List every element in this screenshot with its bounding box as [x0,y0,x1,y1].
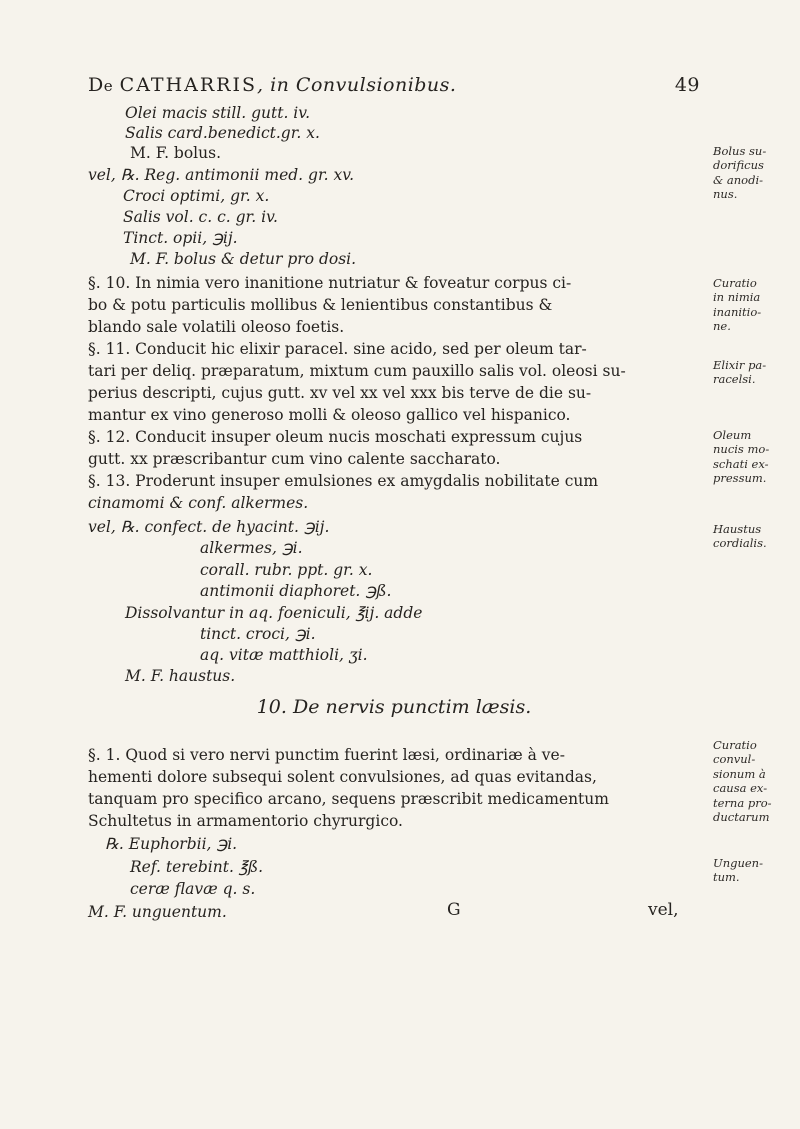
text-line: M. F. haustus. [125,667,236,685]
text-line: Olei macis still. gutt. iv. [125,104,311,122]
text-line: tanquam pro specifico arcano, sequens præscribit medicamentum [88,790,609,808]
text-line: §. 10. In nimia vero inanitione nutriatur & foveatur corpus ci- [88,274,572,292]
text-line: perius descripti, cujus gutt. xv vel xx vel xxx bis terve de die su- [88,384,592,402]
text-line: Salis card.benedict.gr. x. [125,124,320,142]
text-line: M. F. unguentum. [88,903,227,921]
text-line: §. 12. Conducit insuper oleum nucis moschati expressum cujus [88,428,583,446]
text-line: M. F. bolus. [130,144,221,162]
margin-note-oleum: Oleum nucis mo- schati ex- pressum. [713,428,770,486]
margin-note-elixir: Elixir pa- racelsi. [713,358,767,387]
page-number: 49 [674,74,700,96]
margin-note-bolus: Bolus su- dorificus & anodi- nus. [713,144,767,202]
text-line: vel, ℞. Reg. antimonii med. gr. xv. [88,166,355,184]
text-line: blando sale volatili oleoso foetis. [88,318,345,336]
running-head [88,74,700,98]
text-line: aq. vitæ matthioli, ʒi. [200,646,368,664]
title-caps: CATHARRIS [119,74,257,96]
text-line: mantur ex vino generoso molli & oleoso gallico vel hispanico. [88,406,571,424]
text-line: tinct. croci, ℈i. [200,625,316,643]
text-line: §. 1. Quod si vero nervi punctim fuerint læsi, ordinariæ à ve- [88,746,565,764]
section-title: 10. De nervis punctim læsis. [256,696,532,718]
text-line: gutt. xx præscribantur cum vino calente saccharato. [88,450,501,468]
text-line: Dissolvantur in aq. foeniculi, ℥ij. adde [125,604,423,622]
text-line: ceræ flavæ q. s. [130,880,256,898]
text-line: Ref. terebint. ℥ß. [130,858,264,876]
text-line: Croci optimi, gr. x. [123,187,270,205]
text-line: alkermes, ℈i. [200,539,303,557]
text-line: corall. rubr. ppt. gr. x. [200,561,373,579]
text-line: Tinct. opii, ℈ij. [123,229,238,247]
text-line: bo & potu particulis mollibus & lenientibus constantibus & [88,296,553,314]
margin-note-unguentum: Unguen- tum. [713,856,763,885]
margin-note-curatio-convul: Curatio convul- sionum à causa ex- terna pro- ductarum [713,738,772,824]
title-prefix-d: D [88,74,104,96]
text-line: tari per deliq. præparatum, mixtum cum pauxillo salis vol. oleosi su- [88,362,626,380]
text-line: ℞. Euphorbii, ℈i. [105,835,238,853]
text-line: antimonii diaphoret. ℈ß. [200,582,392,600]
signature-mark: G [447,900,461,920]
text-line: §. 11. Conducit hic elixir paracel. sine acido, sed per oleum tar- [88,340,587,358]
text-line: vel, ℞. confect. de hyacint. ℈ij. [88,518,330,536]
margin-note-curatio-inanitione: Curatio in nimia inanitio- ne. [713,276,762,334]
catchword: vel, [648,900,679,920]
text-line: cinamomi & conf. alkermes. [88,494,309,512]
title-rest: , in Convulsionibus. [257,74,457,96]
text-line: hementi dolore subsequi solent convulsiones, ad quas evitandas, [88,768,597,786]
text-line: §. 13. Proderunt insuper emulsiones ex amygdalis nobilitate cum [88,472,599,490]
text-line: Salis vol. c. c. gr. iv. [123,208,278,226]
text-line: Schultetus in armamentorio chyrurgico. [88,812,403,830]
title-prefix-e: e [103,77,114,95]
margin-note-haustus: Haustus cordialis. [713,522,767,551]
text-line: M. F. bolus & detur pro dosi. [130,250,357,268]
running-title [88,74,456,96]
